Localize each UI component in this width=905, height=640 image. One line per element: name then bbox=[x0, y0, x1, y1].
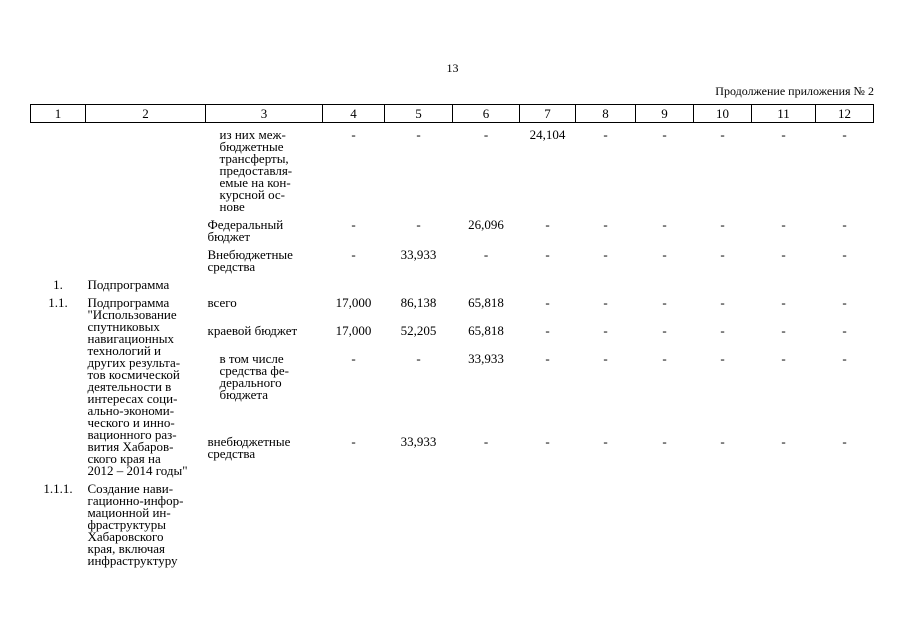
funding-source: внебюджетные средства bbox=[207, 434, 291, 462]
value-col-4: 17,000 bbox=[335, 322, 372, 338]
value-col-4: - bbox=[351, 217, 356, 232]
value-col-5: 33,933 bbox=[400, 247, 437, 262]
table-row bbox=[31, 295, 874, 323]
value-col-7: - bbox=[545, 350, 550, 366]
value-col-9: - bbox=[662, 217, 667, 232]
value-col-5: - bbox=[416, 350, 421, 366]
value-col-11: - bbox=[781, 247, 786, 262]
value-col-11 bbox=[752, 277, 816, 295]
value-col-4: - bbox=[351, 247, 356, 262]
value-col-12: - bbox=[842, 295, 847, 310]
value-col-6: 26,096 bbox=[468, 217, 504, 232]
value-col-7: - bbox=[545, 217, 550, 232]
value-col-5 bbox=[385, 277, 453, 295]
row-name: Создание нави- гационно-инфор- мационной ин- фраструктуры Хабаровского края, включая инфраструктуру bbox=[87, 481, 184, 568]
column-header-6: 6 bbox=[453, 105, 520, 123]
value-col-5: 52,205 bbox=[400, 322, 437, 338]
value-col-7: - bbox=[545, 434, 550, 450]
value-col-7: - bbox=[545, 295, 550, 310]
value-col-11 bbox=[752, 481, 816, 571]
value-col-9: - bbox=[662, 295, 667, 310]
row-name bbox=[86, 123, 206, 218]
value-col-6: 33,933 bbox=[468, 350, 504, 366]
value-col-4 bbox=[323, 481, 385, 571]
table-row bbox=[31, 277, 874, 295]
value-col-7: - bbox=[545, 322, 550, 338]
table-row bbox=[31, 123, 874, 218]
funding-source bbox=[206, 277, 323, 295]
value-col-9: - bbox=[662, 434, 667, 450]
value-col-11: - bbox=[781, 434, 786, 450]
row-number bbox=[31, 247, 86, 277]
value-col-5: 33,933 bbox=[400, 434, 437, 450]
value-col-9: - bbox=[662, 127, 667, 142]
value-col-4: - bbox=[351, 434, 356, 450]
value-col-6: - bbox=[483, 247, 489, 262]
value-col-11: - bbox=[781, 217, 786, 232]
value-col-12: - bbox=[842, 217, 847, 232]
funding-source: из них меж- бюджетные трансферты, предоставля- емые на кон- курсной ос- нове bbox=[219, 127, 293, 214]
value-col-10 bbox=[694, 481, 752, 571]
value-col-6 bbox=[453, 277, 520, 295]
funding-source: в том числе средства фе- дерального бюджета bbox=[219, 350, 289, 402]
value-col-5: 86,138 bbox=[400, 295, 437, 310]
value-col-7 bbox=[520, 481, 576, 571]
value-col-12: - bbox=[842, 322, 847, 338]
value-col-6: 65,818 bbox=[468, 295, 504, 310]
value-col-4: 17,000 bbox=[335, 295, 372, 310]
value-col-6: - bbox=[483, 127, 489, 142]
row-name bbox=[86, 247, 206, 277]
funding-source: Федеральный бюджет bbox=[207, 217, 284, 244]
column-header-9: 9 bbox=[636, 105, 694, 123]
value-col-10: - bbox=[720, 127, 725, 142]
value-col-10: - bbox=[720, 322, 725, 338]
value-col-10: - bbox=[720, 217, 725, 232]
table-row bbox=[31, 217, 874, 247]
value-col-8: - bbox=[603, 247, 608, 262]
column-header-8: 8 bbox=[576, 105, 636, 123]
value-col-9 bbox=[636, 481, 694, 571]
value-col-6 bbox=[453, 481, 520, 571]
value-col-7: 24,104 bbox=[529, 127, 566, 142]
funding-source: Внебюджетные средства bbox=[207, 247, 293, 274]
page-number: 13 bbox=[446, 61, 459, 75]
value-col-8 bbox=[576, 481, 636, 571]
value-col-5: - bbox=[416, 127, 421, 142]
row-name bbox=[86, 217, 206, 247]
table-header-row bbox=[31, 105, 874, 123]
value-col-10 bbox=[694, 277, 752, 295]
value-col-8: - bbox=[603, 127, 608, 142]
value-col-12 bbox=[816, 277, 874, 295]
table-row bbox=[31, 247, 874, 277]
value-col-12: - bbox=[842, 247, 847, 262]
value-col-7: - bbox=[545, 247, 550, 262]
value-col-11: - bbox=[781, 295, 786, 310]
column-header-4: 4 bbox=[323, 105, 385, 123]
value-col-7 bbox=[520, 277, 576, 295]
row-number: 1.1.1. bbox=[43, 481, 73, 496]
column-header-7: 7 bbox=[520, 105, 576, 123]
value-col-4: - bbox=[351, 127, 356, 142]
column-header-11: 11 bbox=[752, 105, 816, 123]
value-col-11: - bbox=[781, 127, 786, 142]
row-number bbox=[31, 217, 86, 247]
value-col-10: - bbox=[720, 350, 725, 366]
value-col-9: - bbox=[662, 322, 667, 338]
value-col-6: 65,818 bbox=[468, 322, 504, 338]
row-number bbox=[31, 123, 86, 218]
value-col-11: - bbox=[781, 350, 786, 366]
value-col-9 bbox=[636, 277, 694, 295]
value-col-12: - bbox=[842, 127, 847, 142]
value-col-10: - bbox=[720, 295, 725, 310]
column-header-12: 12 bbox=[816, 105, 874, 123]
value-col-8: - bbox=[603, 217, 608, 232]
value-col-11: - bbox=[781, 322, 786, 338]
funding-source bbox=[206, 481, 323, 571]
value-col-6: - bbox=[483, 434, 489, 450]
column-header-5: 5 bbox=[385, 105, 453, 123]
funding-source: всего bbox=[207, 295, 237, 310]
row-name: Подпрограмма "Использование спутниковых навигационных технологий и других результа- тов космической деятельности в интересах соци- ально-экономи- ческого и инно- вационного раз- вития Хабаров- ского края на 2012 – 2014 годы" bbox=[87, 295, 188, 478]
value-col-8 bbox=[576, 277, 636, 295]
row-number: 1.1. bbox=[48, 295, 68, 310]
column-header-1: 1 bbox=[31, 105, 86, 123]
value-col-5: - bbox=[416, 217, 421, 232]
table-row bbox=[31, 481, 874, 571]
row-number: 1. bbox=[53, 277, 63, 292]
column-header-2: 2 bbox=[86, 105, 206, 123]
value-col-9: - bbox=[662, 247, 667, 262]
value-col-12 bbox=[816, 481, 874, 571]
row-name: Подпрограмма bbox=[87, 277, 170, 292]
appendix-continuation-label: Продолжение приложения № 2 bbox=[715, 84, 874, 98]
value-col-10: - bbox=[720, 247, 725, 262]
funding-source: краевой бюджет bbox=[207, 322, 298, 338]
value-col-8: - bbox=[603, 322, 608, 338]
value-col-9: - bbox=[662, 350, 667, 366]
value-col-8: - bbox=[603, 295, 608, 310]
budget-table bbox=[30, 104, 874, 571]
column-header-10: 10 bbox=[694, 105, 752, 123]
value-col-4 bbox=[323, 277, 385, 295]
value-col-5 bbox=[385, 481, 453, 571]
value-col-12: - bbox=[842, 350, 847, 366]
column-header-3: 3 bbox=[206, 105, 323, 123]
value-col-12: - bbox=[842, 434, 847, 450]
value-col-8: - bbox=[603, 434, 608, 450]
value-col-4: - bbox=[351, 350, 356, 366]
value-col-10: - bbox=[720, 434, 725, 450]
value-col-8: - bbox=[603, 350, 608, 366]
